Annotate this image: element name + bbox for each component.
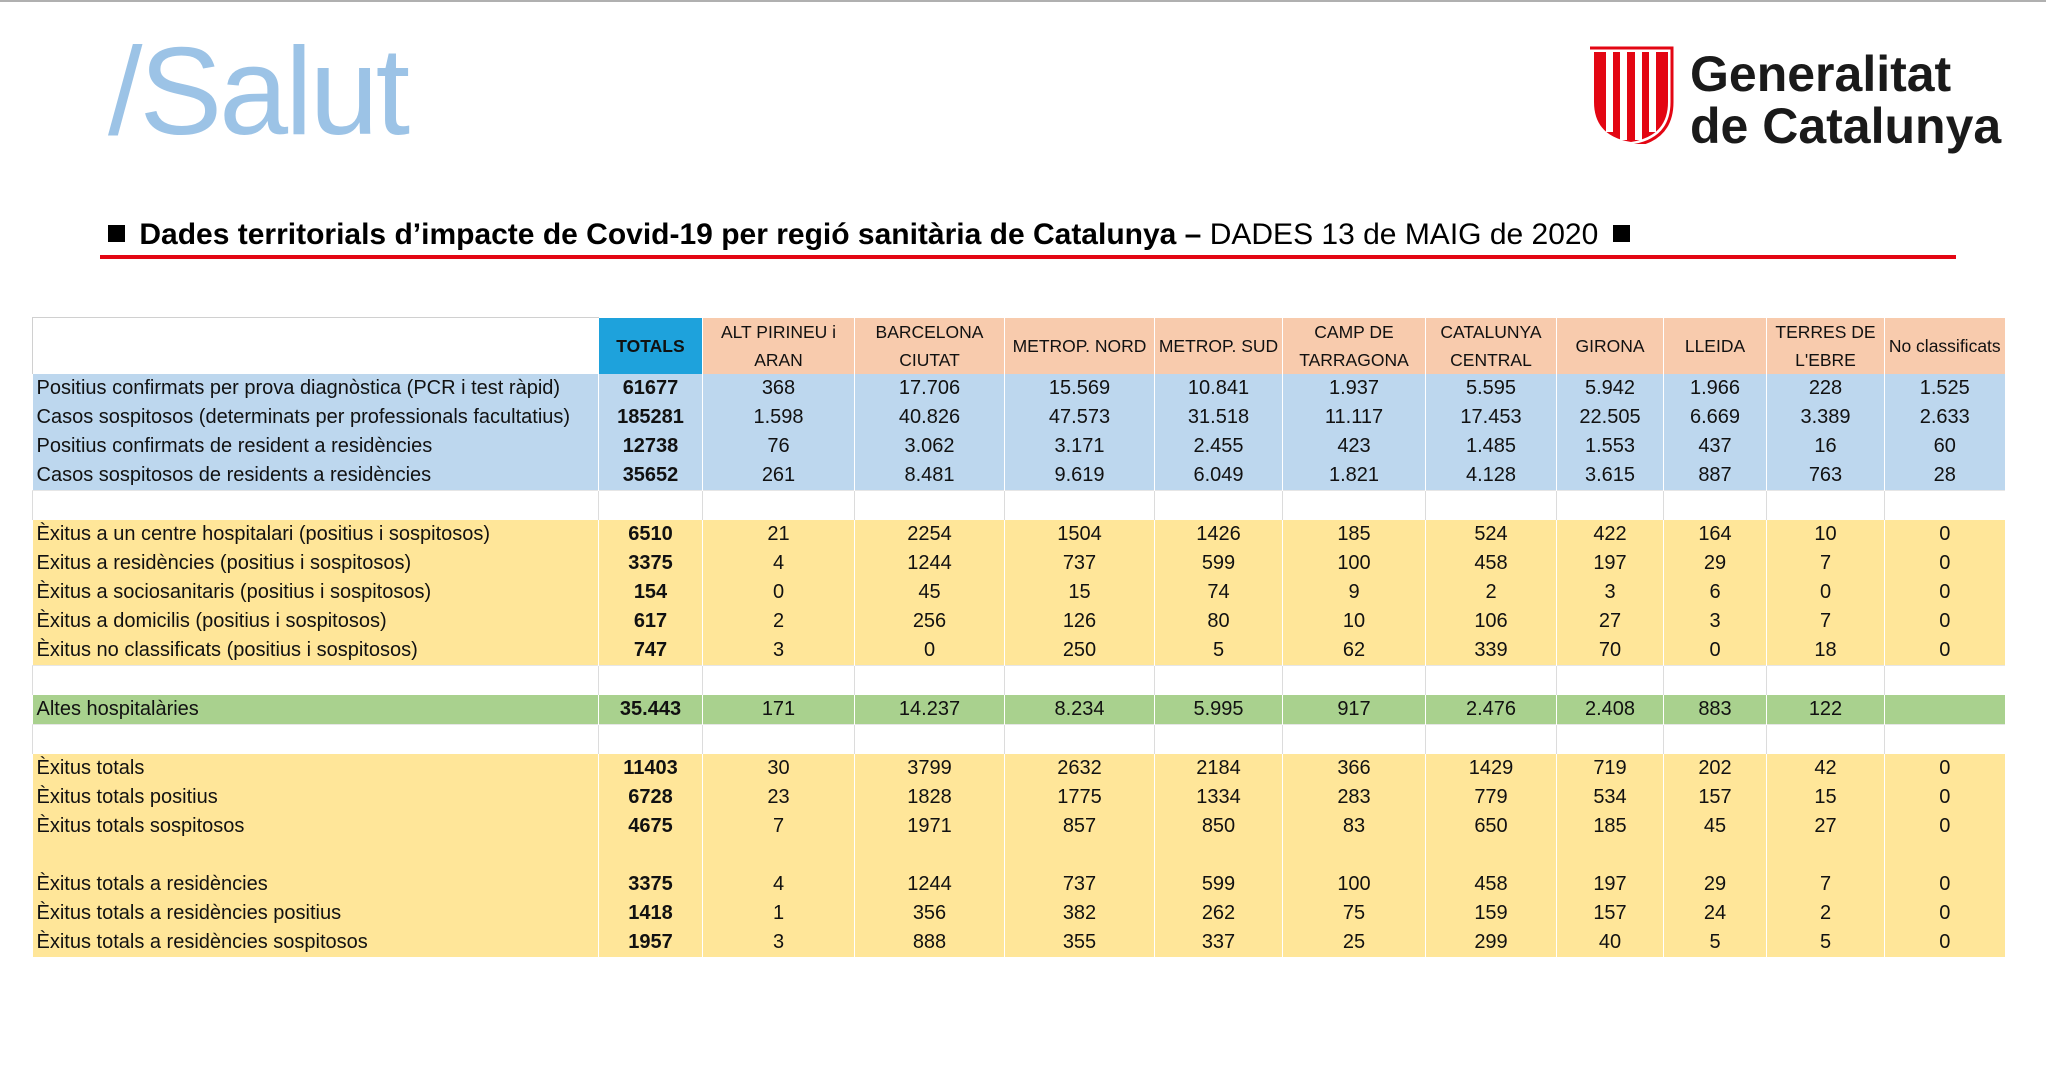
region-cell: 7 (1767, 607, 1885, 636)
region-cell: 1.525 (1885, 374, 2005, 403)
region-cell: 5 (1155, 636, 1283, 666)
logo-line-2: de Catalunya (1690, 98, 2002, 154)
region-cell: 1244 (855, 549, 1005, 578)
region-cell: 4.128 (1426, 461, 1557, 491)
region-cell: 339 (1426, 636, 1557, 666)
table-row (33, 754, 2005, 783)
region-cell (1664, 491, 1767, 521)
region-cell (855, 491, 1005, 521)
region-cell: 70 (1557, 636, 1664, 666)
total-cell (599, 666, 703, 696)
region-cell: 171 (703, 695, 855, 725)
region-cell: 7 (1767, 870, 1885, 899)
region-cell: 2.455 (1155, 432, 1283, 461)
region-cell: 62 (1283, 636, 1426, 666)
region-cell: 0 (1885, 549, 2005, 578)
region-cell: 887 (1664, 461, 1767, 491)
row-label: Èxitus totals a residències (33, 870, 599, 899)
region-cell: 80 (1155, 607, 1283, 636)
region-cell (1885, 841, 2005, 870)
total-cell: 3375 (599, 549, 703, 578)
generalitat-logo (1586, 44, 2002, 154)
table-row (33, 783, 2005, 812)
title-bold: Dades territorials d’impacte de Covid-19 per regió sanitària de Catalunya – (139, 218, 1202, 251)
region-cell: 3 (703, 928, 855, 957)
region-cell: 17.453 (1426, 403, 1557, 432)
region-cell: 2254 (855, 520, 1005, 549)
region-cell (1155, 666, 1283, 696)
header-totals: TOTALS (599, 318, 703, 375)
region-cell: 18 (1767, 636, 1885, 666)
region-cell (1664, 666, 1767, 696)
region-cell (1885, 491, 2005, 521)
region-cell: 40.826 (855, 403, 1005, 432)
region-cell: 23 (703, 783, 855, 812)
region-cell: 1.598 (703, 403, 855, 432)
square-bullet-icon (108, 225, 125, 242)
region-cell: 2.408 (1557, 695, 1664, 725)
table-row (33, 928, 2005, 957)
region-cell: 423 (1283, 432, 1426, 461)
region-cell: 4 (703, 549, 855, 578)
row-label (33, 491, 599, 521)
region-cell (703, 841, 855, 870)
header-region: GIRONA (1557, 318, 1664, 375)
region-cell: 45 (855, 578, 1005, 607)
total-cell: 3375 (599, 870, 703, 899)
region-cell (855, 725, 1005, 755)
salut-brand: /Salut (108, 23, 408, 161)
spacer-row (33, 666, 2005, 696)
region-cell: 883 (1664, 695, 1767, 725)
region-cell: 0 (1885, 870, 2005, 899)
header-region: METROP. NORD (1005, 318, 1155, 375)
region-cell (1664, 725, 1767, 755)
total-cell: 747 (599, 636, 703, 666)
top-border (0, 0, 2046, 2)
square-bullet-icon (1613, 225, 1630, 242)
region-cell: 122 (1767, 695, 1885, 725)
region-cell (1557, 725, 1664, 755)
region-cell: 1244 (855, 870, 1005, 899)
region-cell: 228 (1767, 374, 1885, 403)
region-cell: 8.481 (855, 461, 1005, 491)
table-header-row (33, 318, 2005, 375)
region-cell: 5.942 (1557, 374, 1664, 403)
header-region: CATALUNYA CENTRAL (1426, 318, 1557, 375)
region-cell: 2 (1426, 578, 1557, 607)
region-cell: 14.237 (855, 695, 1005, 725)
region-cell (703, 666, 855, 696)
region-cell: 9 (1283, 578, 1426, 607)
header-region: LLEIDA (1664, 318, 1767, 375)
region-cell: 6 (1664, 578, 1767, 607)
header-region: ALT PIRINEU i ARAN (703, 318, 855, 375)
table-row (33, 578, 2005, 607)
total-cell: 185281 (599, 403, 703, 432)
region-cell: 2184 (1155, 754, 1283, 783)
header-corner (33, 318, 599, 375)
region-cell: 368 (703, 374, 855, 403)
region-cell: 261 (703, 461, 855, 491)
region-cell: 74 (1155, 578, 1283, 607)
region-cell: 27 (1767, 812, 1885, 841)
row-label: Èxitus no classificats (positius i sospitosos) (33, 636, 599, 666)
region-cell (1426, 491, 1557, 521)
title-underline (100, 255, 1956, 259)
region-cell: 0 (1885, 520, 2005, 549)
senyera-emblem-icon (1586, 44, 1676, 144)
region-cell: 524 (1426, 520, 1557, 549)
regional-data-table (32, 317, 2005, 957)
region-cell: 15 (1767, 783, 1885, 812)
region-cell: 24 (1664, 899, 1767, 928)
region-cell: 5.595 (1426, 374, 1557, 403)
spacer-row (33, 725, 2005, 755)
table-row (33, 461, 2005, 491)
total-cell: 12738 (599, 432, 703, 461)
region-cell: 3 (1664, 607, 1767, 636)
region-cell (1885, 725, 2005, 755)
region-cell: 10.841 (1155, 374, 1283, 403)
region-cell: 11.117 (1283, 403, 1426, 432)
region-cell (1557, 491, 1664, 521)
total-cell: 4675 (599, 812, 703, 841)
region-cell: 16 (1767, 432, 1885, 461)
header-region: BARCELONA CIUTAT (855, 318, 1005, 375)
region-cell (855, 666, 1005, 696)
region-cell: 8.234 (1005, 695, 1155, 725)
region-cell: 185 (1557, 812, 1664, 841)
region-cell: 1334 (1155, 783, 1283, 812)
region-cell: 0 (1885, 812, 2005, 841)
region-cell: 5 (1767, 928, 1885, 957)
region-cell: 1.966 (1664, 374, 1767, 403)
table-row (33, 432, 2005, 461)
region-cell: 1775 (1005, 783, 1155, 812)
region-cell (1426, 725, 1557, 755)
region-cell: 2632 (1005, 754, 1155, 783)
region-cell (1426, 841, 1557, 870)
region-cell: 2.476 (1426, 695, 1557, 725)
row-label: Casos sospitosos de residents a residències (33, 461, 599, 491)
region-cell: 0 (1885, 578, 2005, 607)
region-cell: 0 (1885, 754, 2005, 783)
table-row (33, 899, 2005, 928)
region-cell: 157 (1557, 899, 1664, 928)
region-cell: 7 (1767, 549, 1885, 578)
region-cell: 1.937 (1283, 374, 1426, 403)
region-cell (1885, 666, 2005, 696)
region-cell: 650 (1426, 812, 1557, 841)
row-label: Èxitus totals a residències sospitosos (33, 928, 599, 957)
region-cell: 10 (1283, 607, 1426, 636)
page-title (102, 218, 1636, 252)
region-cell: 0 (1664, 636, 1767, 666)
region-cell: 28 (1885, 461, 2005, 491)
region-cell: 356 (855, 899, 1005, 928)
total-cell: 617 (599, 607, 703, 636)
region-cell: 60 (1885, 432, 2005, 461)
region-cell: 283 (1283, 783, 1426, 812)
total-cell: 61677 (599, 374, 703, 403)
header-region: CAMP DE TARRAGONA (1283, 318, 1426, 375)
region-cell: 3 (1557, 578, 1664, 607)
region-cell: 15 (1005, 578, 1155, 607)
region-cell: 5.995 (1155, 695, 1283, 725)
row-label: Èxitus totals positius (33, 783, 599, 812)
region-cell: 83 (1283, 812, 1426, 841)
region-cell: 15.569 (1005, 374, 1155, 403)
region-cell: 157 (1664, 783, 1767, 812)
table-row (33, 374, 2005, 403)
region-cell: 106 (1426, 607, 1557, 636)
region-cell: 737 (1005, 549, 1155, 578)
region-cell (1557, 841, 1664, 870)
region-cell: 3 (703, 636, 855, 666)
table-row (33, 812, 2005, 841)
region-cell: 0 (855, 636, 1005, 666)
region-cell (1155, 725, 1283, 755)
region-cell: 164 (1664, 520, 1767, 549)
region-cell: 366 (1283, 754, 1426, 783)
row-label (33, 666, 599, 696)
region-cell: 299 (1426, 928, 1557, 957)
total-cell: 6510 (599, 520, 703, 549)
region-cell (1155, 841, 1283, 870)
region-cell (1767, 491, 1885, 521)
row-label: Altes hospitalàries (33, 695, 599, 725)
region-cell (1005, 841, 1155, 870)
total-cell (599, 841, 703, 870)
region-cell (1767, 725, 1885, 755)
region-cell: 45 (1664, 812, 1767, 841)
region-cell (1557, 666, 1664, 696)
row-label: Èxitus a sociosanitaris (positius i sospitosos) (33, 578, 599, 607)
region-cell: 422 (1557, 520, 1664, 549)
region-cell: 888 (855, 928, 1005, 957)
region-cell: 30 (703, 754, 855, 783)
region-cell: 599 (1155, 870, 1283, 899)
region-cell: 2.633 (1885, 403, 2005, 432)
region-cell: 2 (703, 607, 855, 636)
region-cell (1664, 841, 1767, 870)
table-row (33, 870, 2005, 899)
region-cell: 197 (1557, 549, 1664, 578)
region-cell: 737 (1005, 870, 1155, 899)
region-cell: 159 (1426, 899, 1557, 928)
region-cell: 126 (1005, 607, 1155, 636)
region-cell: 2 (1767, 899, 1885, 928)
region-cell: 29 (1664, 870, 1767, 899)
region-cell: 185 (1283, 520, 1426, 549)
region-cell: 9.619 (1005, 461, 1155, 491)
region-cell: 3799 (855, 754, 1005, 783)
region-cell: 47.573 (1005, 403, 1155, 432)
region-cell: 22.505 (1557, 403, 1664, 432)
row-label: Casos sospitosos (determinats per professionals facultatius) (33, 403, 599, 432)
region-cell: 0 (1885, 928, 2005, 957)
region-cell: 763 (1767, 461, 1885, 491)
region-cell (703, 491, 855, 521)
region-cell: 0 (1885, 607, 2005, 636)
region-cell (1283, 491, 1426, 521)
region-cell: 3.062 (855, 432, 1005, 461)
region-cell: 10 (1767, 520, 1885, 549)
region-cell: 3.389 (1767, 403, 1885, 432)
total-cell (599, 725, 703, 755)
region-cell: 75 (1283, 899, 1426, 928)
region-cell: 599 (1155, 549, 1283, 578)
region-cell (1283, 725, 1426, 755)
region-cell: 27 (1557, 607, 1664, 636)
region-cell: 31.518 (1155, 403, 1283, 432)
row-label: Èxitus totals sospitosos (33, 812, 599, 841)
region-cell: 3.615 (1557, 461, 1664, 491)
region-cell (1885, 695, 2005, 725)
region-cell: 29 (1664, 549, 1767, 578)
spacer-row (33, 491, 2005, 521)
table-row (33, 695, 2005, 725)
region-cell: 1 (703, 899, 855, 928)
row-label (33, 841, 599, 870)
total-cell: 6728 (599, 783, 703, 812)
total-cell: 35652 (599, 461, 703, 491)
region-cell: 256 (855, 607, 1005, 636)
region-cell: 437 (1664, 432, 1767, 461)
region-cell: 458 (1426, 549, 1557, 578)
region-cell (1005, 725, 1155, 755)
region-cell: 458 (1426, 870, 1557, 899)
region-cell: 1828 (855, 783, 1005, 812)
region-cell: 250 (1005, 636, 1155, 666)
region-cell: 1429 (1426, 754, 1557, 783)
region-cell: 382 (1005, 899, 1155, 928)
generalitat-wordmark (1690, 48, 2001, 152)
region-cell (1767, 841, 1885, 870)
region-cell: 0 (1767, 578, 1885, 607)
region-cell: 850 (1155, 812, 1283, 841)
region-cell (1283, 841, 1426, 870)
row-label: Positius confirmats de resident a residències (33, 432, 599, 461)
row-label (33, 725, 599, 755)
region-cell: 337 (1155, 928, 1283, 957)
region-cell: 6.049 (1155, 461, 1283, 491)
region-cell: 917 (1283, 695, 1426, 725)
region-cell: 1.553 (1557, 432, 1664, 461)
region-cell: 857 (1005, 812, 1155, 841)
region-cell: 76 (703, 432, 855, 461)
region-cell: 0 (703, 578, 855, 607)
region-cell (1155, 491, 1283, 521)
header-region: METROP. SUD (1155, 318, 1283, 375)
row-label: Èxitus a un centre hospitalari (positius i sospitosos) (33, 520, 599, 549)
region-cell: 1504 (1005, 520, 1155, 549)
region-cell: 17.706 (855, 374, 1005, 403)
logo-line-1: Generalitat (1690, 46, 1952, 102)
region-cell: 40 (1557, 928, 1664, 957)
region-cell: 100 (1283, 549, 1426, 578)
row-label: Exitus a residències (positius i sospitosos) (33, 549, 599, 578)
region-cell: 202 (1664, 754, 1767, 783)
total-cell (599, 491, 703, 521)
row-label: Èxitus totals (33, 754, 599, 783)
region-cell: 21 (703, 520, 855, 549)
region-cell: 7 (703, 812, 855, 841)
region-cell (1283, 666, 1426, 696)
region-cell: 197 (1557, 870, 1664, 899)
total-cell: 11403 (599, 754, 703, 783)
region-cell (1767, 666, 1885, 696)
region-cell: 262 (1155, 899, 1283, 928)
header-region: TERRES DE L'EBRE (1767, 318, 1885, 375)
title-date: DADES 13 de MAIG de 2020 (1209, 218, 1599, 251)
row-label: Èxitus totals a residències positius (33, 899, 599, 928)
region-cell: 1426 (1155, 520, 1283, 549)
region-cell (1005, 666, 1155, 696)
region-cell (703, 725, 855, 755)
region-cell: 1971 (855, 812, 1005, 841)
region-cell: 5 (1664, 928, 1767, 957)
header-region: No classificats (1885, 318, 2005, 375)
total-cell: 1418 (599, 899, 703, 928)
table-row (33, 636, 2005, 666)
total-cell: 35.443 (599, 695, 703, 725)
region-cell: 1.485 (1426, 432, 1557, 461)
region-cell: 719 (1557, 754, 1664, 783)
region-cell: 0 (1885, 636, 2005, 666)
table-row (33, 403, 2005, 432)
region-cell: 3.171 (1005, 432, 1155, 461)
region-cell: 0 (1885, 899, 2005, 928)
region-cell: 1.821 (1283, 461, 1426, 491)
region-cell: 25 (1283, 928, 1426, 957)
total-cell: 154 (599, 578, 703, 607)
table-row (33, 607, 2005, 636)
region-cell: 534 (1557, 783, 1664, 812)
row-label: Èxitus a domicilis (positius i sospitosos) (33, 607, 599, 636)
table-row (33, 549, 2005, 578)
region-cell: 4 (703, 870, 855, 899)
total-cell: 1957 (599, 928, 703, 957)
region-cell: 42 (1767, 754, 1885, 783)
region-cell: 355 (1005, 928, 1155, 957)
region-cell: 0 (1885, 783, 2005, 812)
table-row (33, 520, 2005, 549)
region-cell (1005, 491, 1155, 521)
region-cell (1426, 666, 1557, 696)
region-cell: 779 (1426, 783, 1557, 812)
row-label: Positius confirmats per prova diagnòstica (PCR i test ràpid) (33, 374, 599, 403)
region-cell: 100 (1283, 870, 1426, 899)
spacer-row (33, 841, 2005, 870)
region-cell: 6.669 (1664, 403, 1767, 432)
region-cell (855, 841, 1005, 870)
